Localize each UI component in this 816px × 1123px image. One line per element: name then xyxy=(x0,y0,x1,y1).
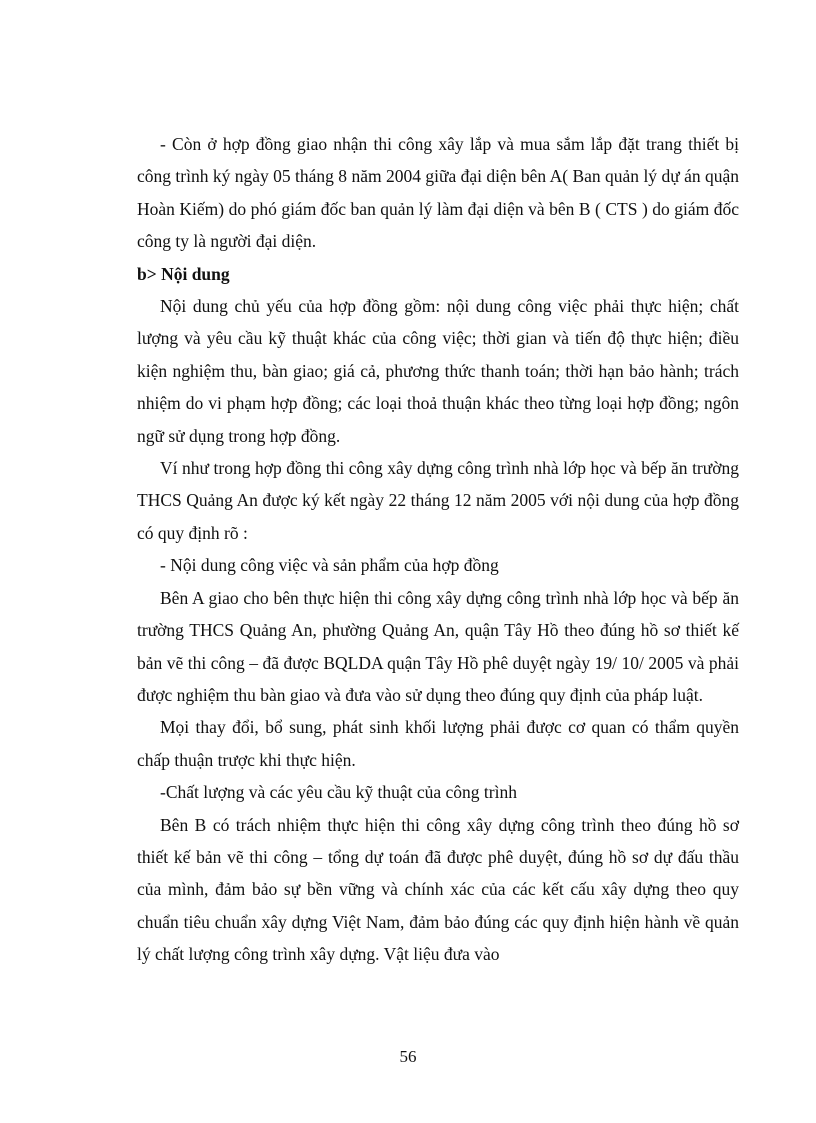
paragraph-quality-heading: -Chất lượng và các yêu cầu kỹ thuật của công trình xyxy=(160,782,517,803)
paragraph-contract-signing: - Còn ở hợp đồng giao nhận thi công xây lắp và mua sắm lắp đặt trang thiết bị công trình ký ngày 05 tháng 8 năm 2004 giữa đại diện bên A( Ban quản lý dự án quận Hoàn Kiếm) do phó giám đốc ban quản lý làm đại diện và bên B ( CTS ) do giám đốc công ty là người đại diện. xyxy=(137,134,739,252)
paragraph-party-a-assignment: Bên A giao cho bên thực hiện thi công xây dựng công trình nhà lớp học và bếp ăn trường THCS Quảng An, phường Quảng An, quận Tây Hồ theo đúng hồ sơ thiết kế bản vẽ thi công – đã được BQLDA quận Tây Hồ phê duyệt ngày 19/ 10/ 2005 và phải được nghiệm thu bàn giao và đưa vào sử dụng theo đúng quy định của pháp luật. xyxy=(137,587,739,705)
paragraph-changes-approval: Mọi thay đổi, bổ sung, phát sinh khối lượng phải được cơ quan có thẩm quyền chấp thuận trược khi thực hiện. xyxy=(137,717,739,770)
document-body xyxy=(137,128,739,971)
paragraph-example-contract: Ví như trong hợp đồng thi công xây dựng công trình nhà lớp học và bếp ăn trường THCS Quảng An được ký kết ngày 22 tháng 12 năm 2005 với nội dung của hợp đồng có quy định rõ : xyxy=(137,458,739,543)
paragraph-main-content: Nội dung chủ yếu của hợp đồng gồm: nội dung công việc phải thực hiện; chất lượng và yêu cầu kỹ thuật khác của công việc; thời gian và tiến độ thực hiện; điều kiện nghiệm thu, bàn giao; giá cả, phương thức thanh toán; thời hạn bảo hành; trách nhiệm do vi phạm hợp đồng; các loại thoả thuận khác theo từng loại hợp đồng; ngôn ngữ sử dụng trong hợp đồng. xyxy=(137,296,739,446)
paragraph-work-scope-heading: - Nội dung công việc và sản phẩm của hợp đồng xyxy=(160,555,499,576)
page-number: 56 xyxy=(399,1047,417,1066)
section-heading-content: b> Nội dung xyxy=(137,263,230,284)
paragraph-party-b-responsibility: Bên B có trách nhiệm thực hiện thi công xây dựng công trình theo đúng hồ sơ thiết kế bản vẽ thi công – tổng dự toán đã được phê duyệt, đúng hồ sơ dự đấu thầu của mình, đảm bảo sự bền vững và chính xác của các kết cấu xây dựng theo quy chuẩn tiêu chuẩn xây dựng Việt Nam, đảm bảo đúng các quy định hiện hành về quản lý chất lượng công trình xây dựng. Vật liệu đưa vào xyxy=(137,814,739,965)
